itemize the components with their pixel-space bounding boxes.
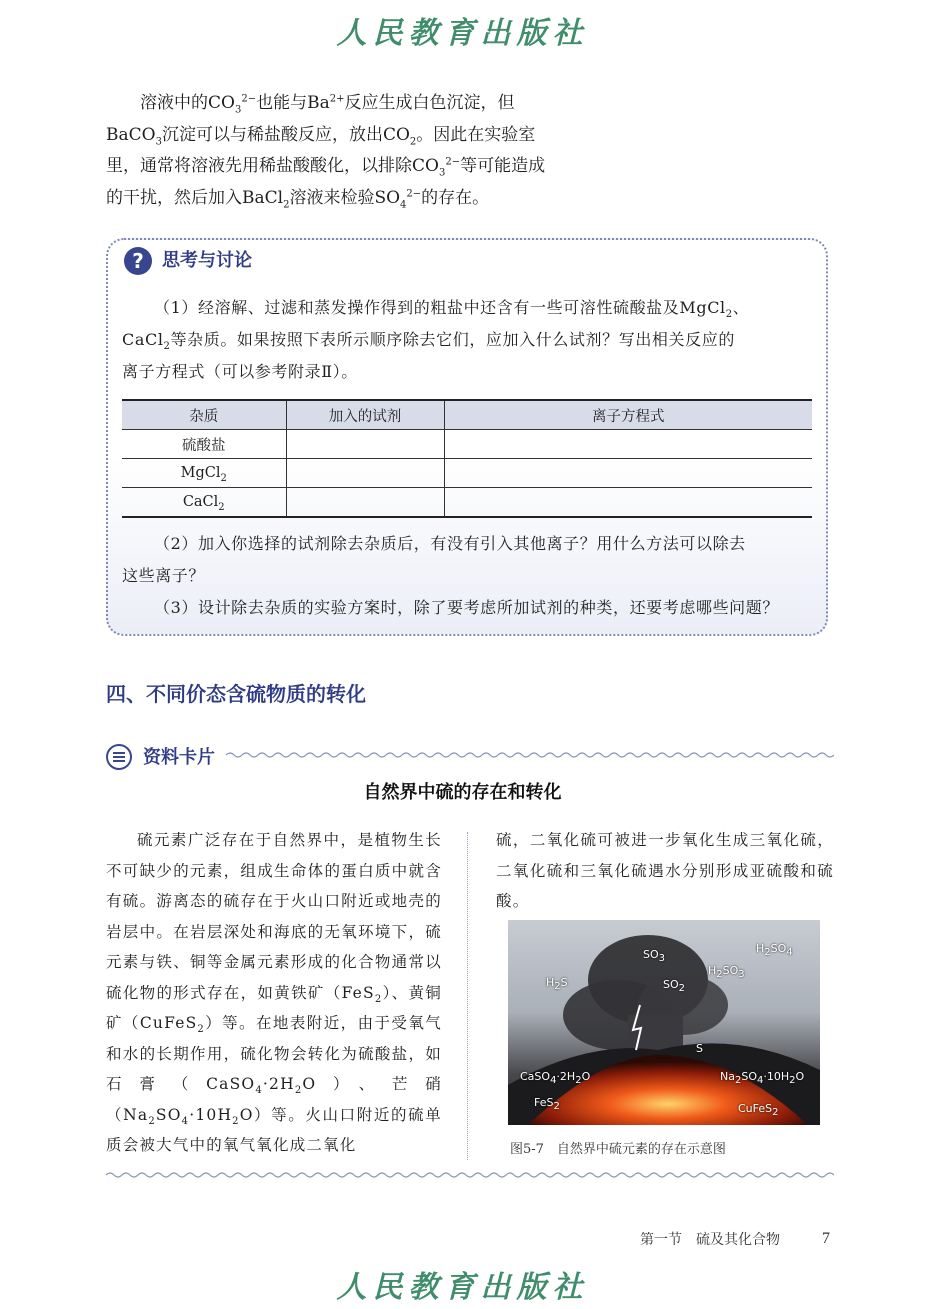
column-divider xyxy=(467,832,468,1160)
question-2: （2）加入你选择的试剂除去杂质后，有没有引入其他离子？用什么方法可以除去 这些离子？ xyxy=(122,534,746,585)
publisher-logo-top: 人民教育出版社 xyxy=(336,16,589,51)
table-cell-equation xyxy=(444,459,812,488)
wave-divider-top xyxy=(226,750,834,760)
table-row xyxy=(122,459,812,488)
table-cell-impurity: CaCl$_2$ xyxy=(122,488,286,518)
figure-caption: 图5-7 自然界中硫元素的存在示意图 xyxy=(510,1142,726,1157)
impurity-table xyxy=(122,399,812,518)
table-row xyxy=(122,430,812,459)
table-cell-reagent xyxy=(286,488,444,518)
table-row xyxy=(122,488,812,518)
intro-line-3: 里，通常将溶液先用稀盐酸酸化，以排除$CO_3^{2-}$等可能造成 xyxy=(106,156,546,179)
question-icon: ? xyxy=(124,247,152,275)
volcano-figure: $SO_3$ $H_2SO_4$ $H_2S$ $H_2SO_3$ $SO_2$ S $CaSO_4\cdot 2H_2O$ $Na_2SO_4\cdot 10H_2O$ FeS$_2$ CuFeS$_2$ xyxy=(508,920,820,1125)
card-subtitle: 自然界中硫的存在和转化 xyxy=(363,782,562,803)
table-cell-reagent xyxy=(286,430,444,459)
footer-section: 第一节 硫及其化合物 xyxy=(640,1232,780,1248)
table-header-row xyxy=(122,400,812,430)
table-header: 加入的试剂 xyxy=(286,400,444,430)
intro-line-2: BaCO$_3$沉淀可以与稀盐酸反应，放出$CO_2$。因此在实验室 xyxy=(106,124,536,147)
table-cell-impurity: MgCl$_2$ xyxy=(122,459,286,488)
section-heading: 四、不同价态含硫物质的转化 xyxy=(106,682,366,706)
publisher-logo-bottom: 人民教育出版社 xyxy=(336,1270,589,1305)
table-cell-equation xyxy=(444,430,812,459)
discussion-title: 思考与讨论 xyxy=(162,250,252,271)
wave-divider-bottom xyxy=(106,1170,834,1180)
page-number: 7 xyxy=(822,1230,830,1247)
table-cell-reagent xyxy=(286,459,444,488)
question-1: （1）经溶解、过滤和蒸发操作得到的粗盐中还含有一些可溶性硫酸盐及MgCl$_2$、 CaCl$_2$等杂质。如果按照下表所示顺序除去它们，应加入什么试剂？写出相关反应的 离子方程式（可以参考附录Ⅱ）。 xyxy=(122,298,750,381)
table-header: 离子方程式 xyxy=(444,400,812,430)
card-title: 资料卡片 xyxy=(143,747,215,768)
table-cell-impurity: 硫酸盐 xyxy=(122,430,286,459)
card-right-column: 硫，二氧化硫可被进一步氧化生成三氧化硫，二氧化硫和三氧化硫遇水分别形成亚硫酸和硫酸。 xyxy=(496,831,834,910)
intro-line-4: 的干扰，然后加入BaCl$_2$溶液来检验$SO_4^{2-}$的存在。 xyxy=(106,187,490,210)
card-left-column: 硫元素广泛存在于自然界中，是植物生长不可缺少的元素，组成生命体的蛋白质中就含有硫。游离态的硫存在于火山口附近或地壳的岩层中。在岩层深处和海底的无氧环境下，硫元素与铁、铜等金属元素形成的化合物通常以硫化物的形式存在，如黄铁矿（FeS$_2$）、黄铜矿（CuFeS$_2$）等。在地表附近，由于受氧气和水的长期作用，硫化物会转化为硫酸盐，如石膏$(CaSO_4\cdot 2H_2O)$、芒硝$(Na_2SO_4\cdot 10H_2O)$等。火山口附近的硫单质会被大气中的氧气氧化成二氧化 xyxy=(106,831,443,1154)
question-3: （3）设计除去杂质的实验方案时，除了要考虑所加试剂的种类，还要考虑哪些问题？ xyxy=(154,598,779,617)
table-cell-equation xyxy=(444,488,812,518)
intro-line-1: 溶液中的$CO_3^{2-}$也能与$Ba^{2+}$反应生成白色沉淀，但 xyxy=(140,93,515,116)
intro-paragraph xyxy=(106,88,586,214)
table-header: 杂质 xyxy=(122,400,286,430)
list-icon xyxy=(106,744,132,770)
